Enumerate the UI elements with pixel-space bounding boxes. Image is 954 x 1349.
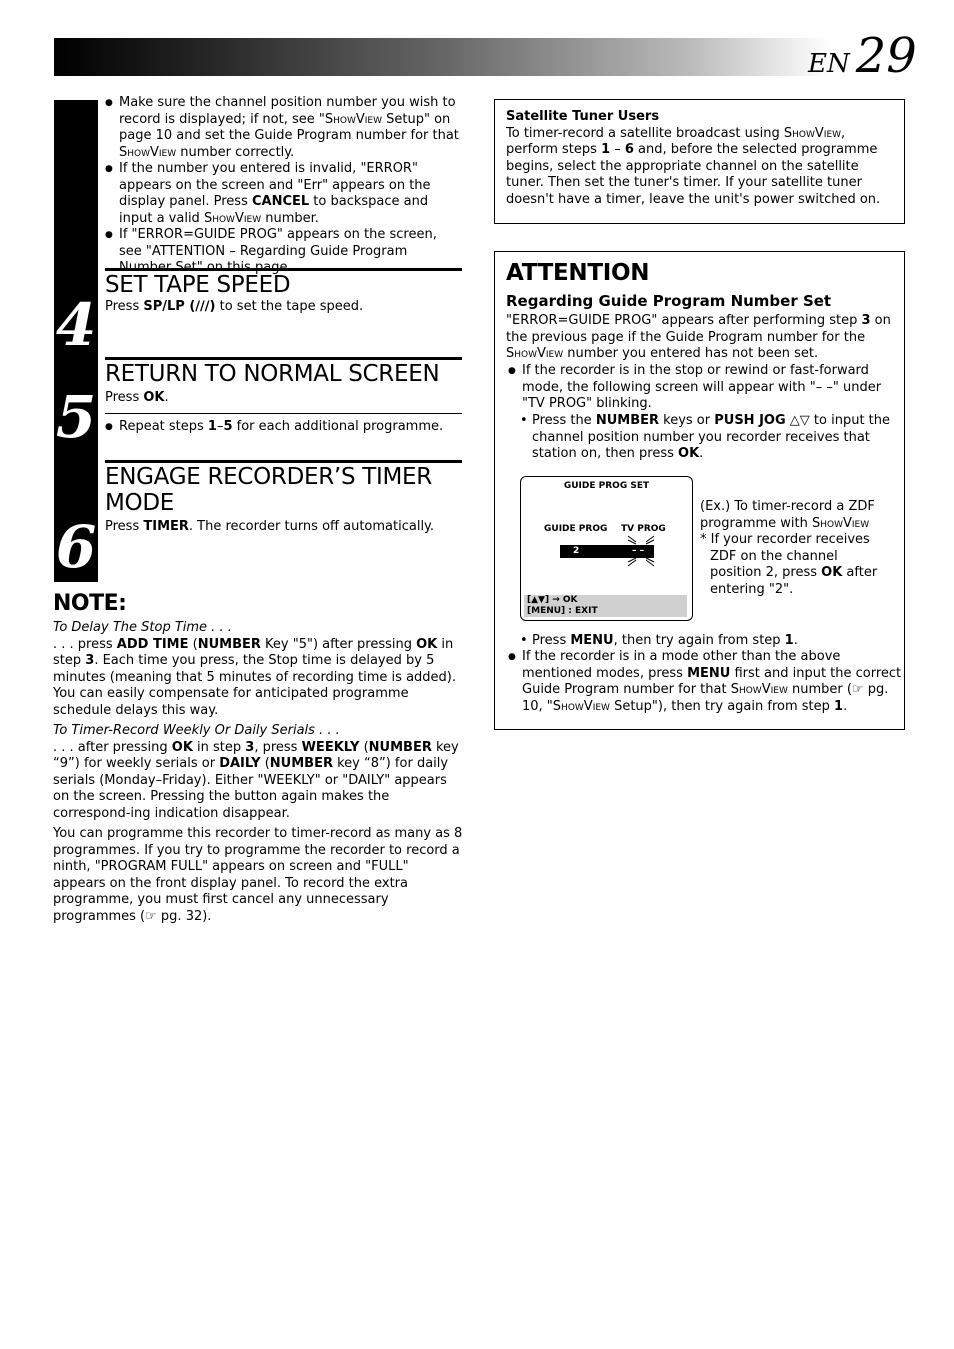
osd-col-guide-prog: GUIDE PROG xyxy=(544,524,608,534)
osd-tv-prog-value: – – xyxy=(632,546,645,556)
osd-footer xyxy=(524,595,687,617)
step-number-4: 4 xyxy=(55,291,97,359)
header-gradient-bar xyxy=(54,38,830,76)
step-6-rule xyxy=(105,460,462,463)
attention-intro: "ERROR=GUIDE PROG" appears after performing step 3 on the previous page if the Guide Program number for the ShowView number you entered has not been set. xyxy=(506,313,891,361)
attention-bullet-2: ● If the recorder is in a mode other than the above mentioned modes, press MENU first and input the correct Guide Program number for that ShowView number (☞ pg. 10, "ShowView Setup"), then try again from step 1. xyxy=(508,649,902,715)
osd-example-caption: (Ex.) To timer-record a ZDF programme with ShowView * If your recorder receives ZDF on the channel position 2, press OK after entering "2". xyxy=(700,499,878,597)
page-number xyxy=(808,28,917,84)
step-5-title: RETURN TO NORMAL SCREEN xyxy=(105,361,440,387)
attention-heading: ATTENTION xyxy=(506,260,650,286)
blinking-indicator-icon xyxy=(626,534,656,568)
note-paragraph: . . . press ADD TIME (NUMBER Key "5") after pressing OK in step 3. Each time you press, the Stop time is delayed by 5 minutes (meaning that 5 minutes of recording time is added). You can easily compensate for anticipated programme schedule delays this way. xyxy=(53,636,456,718)
step-number-5: 5 xyxy=(55,383,97,451)
note-heading: NOTE: xyxy=(53,591,127,616)
pointing-hand-icon: ☞ xyxy=(145,908,157,924)
osd-title: GUIDE PROG SET xyxy=(563,481,650,491)
pointing-hand-icon: ☞ xyxy=(851,682,864,697)
step-5-rule xyxy=(105,357,462,360)
attention-subheading: Regarding Guide Program Number Set xyxy=(506,292,832,310)
attention-box xyxy=(494,251,905,730)
satellite-title: Satellite Tuner Users xyxy=(506,109,660,124)
step-4-body: Press SP/LP (∕∕∕) to set the tape speed. xyxy=(105,299,364,314)
page-number-value: 29 xyxy=(855,28,917,84)
note-subtitle-delay: To Delay The Stop Time . . . xyxy=(53,620,232,635)
osd-guide-prog-value: 2 xyxy=(573,546,580,556)
guide-prog-set-screen xyxy=(520,476,693,621)
note-paragraph: You can programme this recorder to timer-record as many as 8 programmes. If you try to programme the recorder to record a ninth, "PROGRAM FULL" appears on screen and "FULL" appears on the front display panel. To record the extra programme, you must first cancel any unnecessary programmes (☞ pg. 32). xyxy=(53,826,463,924)
note-paragraph: . . . after pressing OK in step 3, press WEEKLY (NUMBER key “9”) for weekly serials or DAILY (NUMBER key “8”) for daily serials (Monday–Friday). Either "WEEKLY" or "DAILY" appears on the screen. Pressing the button again makes the correspond-ing indication disappear. xyxy=(53,739,459,821)
step-4-title: SET TAPE SPEED xyxy=(105,272,291,298)
step-5-note: ● Repeat steps 1–5 for each additional programme. xyxy=(105,419,463,436)
step-5-body: Press OK. xyxy=(105,390,169,405)
osd-col-tv-prog: TV PROG xyxy=(621,524,666,534)
osd-footer-nav: [▲▼] → OK xyxy=(527,595,578,605)
bullet-item: ● Make sure the channel position number you wish to record is displayed; if not, see "ShowView Setup" on page 10 and set the Guide Program number for that ShowView number correctly. xyxy=(105,95,463,161)
step-4-rule xyxy=(105,268,462,271)
osd-footer-exit: [MENU] : EXIT xyxy=(527,606,598,616)
bullet-item: ● If the number you entered is invalid, "ERROR" appears on the screen and "Err" appears on the display panel. Press CANCEL to backspace and input a valid ShowView number. xyxy=(105,161,463,227)
satellite-tuner-box xyxy=(494,99,905,224)
language-code: EN xyxy=(808,49,850,79)
attention-sub-2: • Press MENU, then try again from step 1. xyxy=(520,633,890,650)
attention-sub-1: • Press the NUMBER keys or PUSH JOG △▽ to input the channel position number you recorder receives that station on, then press OK. xyxy=(520,413,890,463)
step-number-6: 6 xyxy=(55,513,97,581)
step-6-body: Press TIMER. The recorder turns off automatically. xyxy=(105,519,435,534)
attention-bullet-1: ● If the recorder is in the stop or rewind or fast-forward mode, the following screen will appear with "– –" under "TV PROG" blinking. xyxy=(508,363,890,413)
note-body xyxy=(53,620,463,925)
intro-bullets xyxy=(105,95,463,277)
sp-lp-symbol: ∕∕∕ xyxy=(195,299,210,314)
step-5-divider xyxy=(105,413,462,414)
satellite-body: To timer-record a satellite broadcast using ShowView, perform steps 1 – 6 and, before the selected programme begins, select the appropriate channel on the satellite tuner. Then set the tuner's timer. If your satellite tuner doesn't have a timer, leave the unit's power switched on. xyxy=(506,125,881,207)
step-6-title: ENGAGE RECORDER’S TIMER MODE xyxy=(105,464,432,516)
note-subtitle-serials: To Timer-Record Weekly Or Daily Serials . . . xyxy=(53,723,340,738)
bullet-item: ● If "ERROR=GUIDE PROG" appears on the screen, see "ATTENTION – Regarding Guide Program xyxy=(105,227,463,277)
